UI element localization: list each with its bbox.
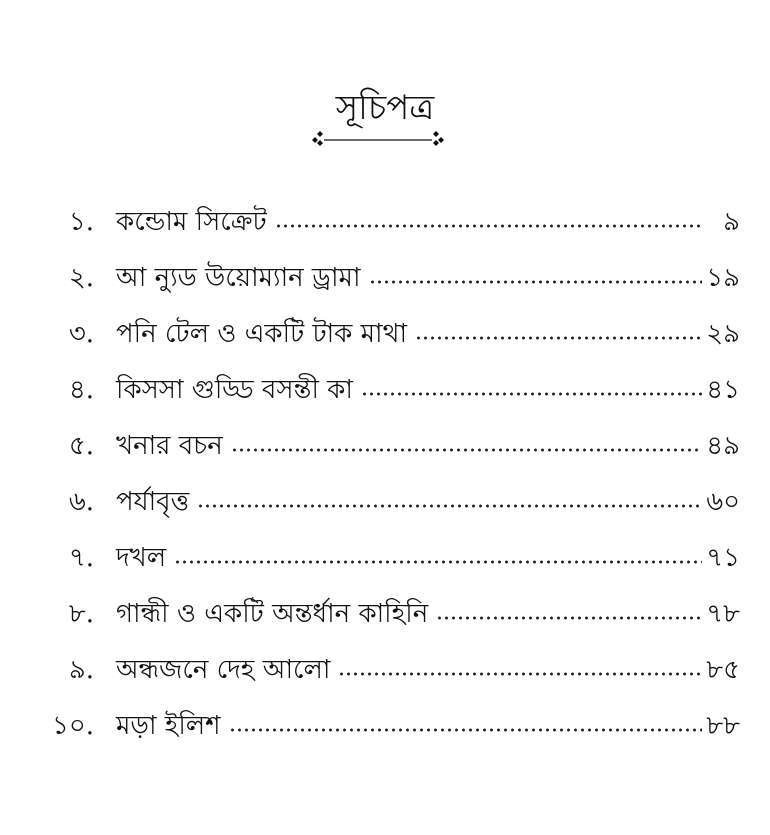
- entry-title: খনার বচন: [116, 431, 223, 461]
- dot-leader: [369, 280, 703, 284]
- entry-page-number: ১৯: [706, 263, 740, 293]
- toc-entry: [28, 700, 740, 756]
- toc-entry: [28, 196, 740, 252]
- dot-leader: [338, 672, 702, 676]
- toc-entry: [28, 644, 740, 700]
- toc-entry: [28, 476, 740, 532]
- entry-number: ৮.: [68, 599, 94, 629]
- page-title: সূচিপত্র: [335, 88, 435, 128]
- entry-page-number: ৯: [723, 207, 740, 237]
- entry-number: ৭.: [68, 543, 94, 573]
- toc-entry: [28, 588, 740, 644]
- dot-leader: [415, 336, 702, 340]
- dot-leader: [174, 560, 702, 564]
- entry-title: অন্ধজনে দেহ আলো: [116, 655, 331, 685]
- dot-leader: [229, 728, 702, 732]
- entry-title: কন্ডোম সিক্রেট: [116, 207, 267, 237]
- entry-page-number: ৬০: [706, 487, 740, 517]
- entry-title: আ ন্যুড উয়োম্যান ড্রামা: [116, 263, 361, 293]
- entry-page-number: ৪৯: [706, 431, 740, 461]
- entry-title: মড়া ইলিশ: [116, 711, 221, 741]
- entry-page-number: ৪১: [706, 375, 740, 405]
- entry-page-number: ৮৫: [706, 655, 740, 685]
- entry-number: ৫.: [68, 431, 94, 461]
- entry-number: ৯.: [68, 655, 94, 685]
- entry-number: ৪.: [68, 375, 94, 405]
- entry-page-number: ২৯: [706, 319, 740, 349]
- title-ornament: [308, 128, 448, 150]
- toc-entry: [28, 364, 740, 420]
- entry-number: ১.: [68, 207, 94, 237]
- dot-leader: [231, 448, 702, 452]
- table-of-contents: [28, 196, 740, 756]
- dot-leader: [361, 392, 702, 396]
- entry-number: ৩.: [68, 319, 94, 349]
- entry-title: দখল: [116, 543, 167, 573]
- toc-entry: [28, 532, 740, 588]
- entry-title: পর্যাবৃত্ত: [116, 487, 190, 517]
- toc-entry: [28, 308, 740, 364]
- entry-number: ৬.: [68, 487, 94, 517]
- toc-entry: [28, 420, 740, 476]
- entry-title: পনি টেল ও একটি টাক মাথা: [116, 319, 407, 349]
- dot-leader: [197, 504, 702, 508]
- entry-title: কিসসা গুড্ডি বসন্তী কা: [116, 375, 353, 405]
- entry-page-number: ৭১: [706, 543, 740, 573]
- dot-leader: [436, 616, 702, 620]
- entry-title: গান্ধী ও একটি অন্তর্ধান কাহিনি: [116, 599, 429, 629]
- entry-number: ২.: [68, 263, 94, 293]
- toc-entry: [28, 252, 740, 308]
- dot-leader: [275, 224, 702, 228]
- entry-page-number: ৮৮: [706, 711, 740, 741]
- entry-page-number: ৭৮: [706, 599, 740, 629]
- entry-number: ১০.: [51, 711, 94, 741]
